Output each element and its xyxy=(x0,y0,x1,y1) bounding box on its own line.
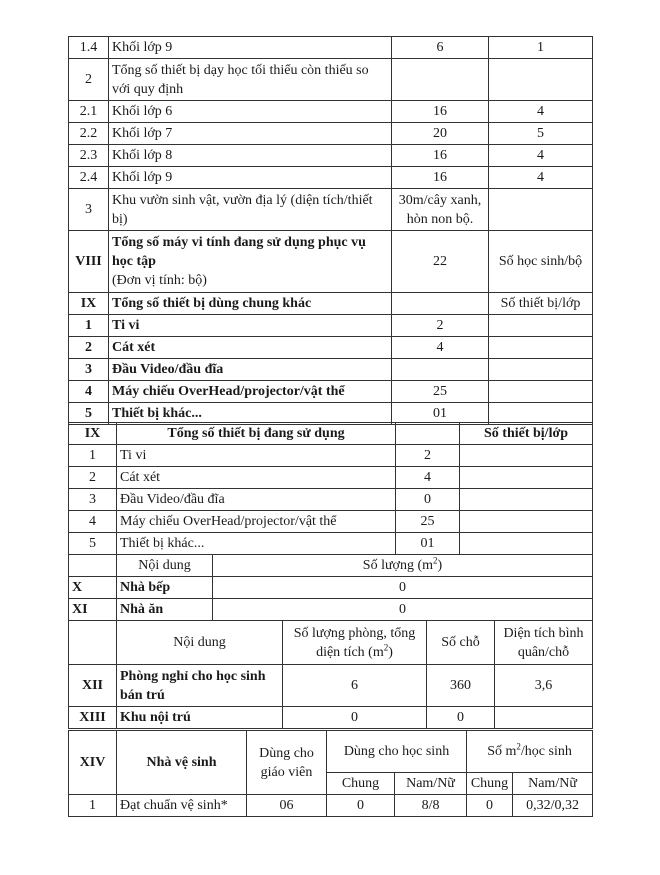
table-row xyxy=(69,533,593,555)
row-value xyxy=(392,359,489,381)
row-number: 2 xyxy=(69,337,109,359)
subheader-chung: Chung xyxy=(467,773,513,795)
table-row xyxy=(69,145,593,167)
row-value-per-class: 5 xyxy=(489,123,593,145)
column-header-content: Nội dung xyxy=(117,621,283,665)
row-label: Khối lớp 6 xyxy=(109,101,392,123)
row-label: Nhà bếp xyxy=(117,577,213,599)
table-row xyxy=(69,101,593,123)
row-value: 01 xyxy=(392,403,489,425)
row-value: 16 xyxy=(392,145,489,167)
table-row xyxy=(69,665,593,707)
row-value-rooms: 6 xyxy=(283,665,427,707)
row-label: Ti vi xyxy=(117,445,396,467)
row-value-rooms: 0 xyxy=(283,707,427,729)
table-row xyxy=(69,315,593,337)
row-value-per-class xyxy=(489,381,593,403)
row-number: 5 xyxy=(69,403,109,425)
section-ix-row xyxy=(69,293,593,315)
row-label: Cát xét xyxy=(109,337,392,359)
unit-note: (Đơn vị tính: bộ) xyxy=(112,273,207,288)
row-number: 4 xyxy=(69,381,109,403)
column-header-quantity: Số lượng $(m^2)$ xyxy=(213,555,593,577)
row-value xyxy=(392,293,489,315)
row-label: Tổng số thiết bị dạy học tối thiểu còn thiếu so với quy định xyxy=(109,59,392,101)
row-value-per-class: 1 xyxy=(489,37,593,59)
row-value: 2 xyxy=(396,445,460,467)
row-value: 22 xyxy=(392,231,489,293)
row-value: 0 xyxy=(213,577,593,599)
section-number: IX xyxy=(69,293,109,315)
row-number: X xyxy=(69,577,117,599)
row-value-per-class xyxy=(489,337,593,359)
row-number: 2 xyxy=(69,59,109,101)
row-label: Thiết bị khác... xyxy=(117,533,396,555)
section-viii-row xyxy=(69,231,593,293)
table-row xyxy=(69,167,593,189)
column-header: Số thiết bị/lớp xyxy=(489,293,593,315)
row-number: 3 xyxy=(69,189,109,231)
table-row xyxy=(69,577,593,599)
row-value-per-class xyxy=(489,189,593,231)
equipment-table xyxy=(68,36,593,425)
row-number: 3 xyxy=(69,359,109,381)
row-number: 1 xyxy=(69,315,109,337)
row-value xyxy=(392,59,489,101)
row-value-m2-nam-nu: 0,32/0,32 xyxy=(513,795,593,817)
row-number: XII xyxy=(69,665,117,707)
row-value: 16 xyxy=(392,167,489,189)
row-number: 2.4 xyxy=(69,167,109,189)
table-row xyxy=(69,511,593,533)
row-value-per-class xyxy=(489,359,593,381)
row-value-student-chung: 0 xyxy=(327,795,395,817)
dormitory-table xyxy=(68,620,593,729)
row-value-per-class xyxy=(460,445,593,467)
row-number: 5 xyxy=(69,533,117,555)
row-number: 1 xyxy=(69,795,117,817)
table-row xyxy=(69,467,593,489)
table-row xyxy=(69,337,593,359)
row-value: 25 xyxy=(396,511,460,533)
header-row xyxy=(69,731,593,773)
row-value: 01 xyxy=(396,533,460,555)
header-row xyxy=(69,621,593,665)
column-header-content: Nội dung xyxy=(117,555,213,577)
row-label: Máy chiếu OverHead/projector/vật thể xyxy=(109,381,392,403)
header-blank xyxy=(396,423,460,445)
row-value-per-class: 4 xyxy=(489,145,593,167)
table-row xyxy=(69,445,593,467)
row-label: Ti vi xyxy=(109,315,392,337)
row-number: 4 xyxy=(69,511,117,533)
column-header-seats: Số chỗ xyxy=(427,621,495,665)
row-value-per-class: 4 xyxy=(489,101,593,123)
row-value: 0 xyxy=(213,599,593,621)
row-value-per-class xyxy=(489,315,593,337)
table-row xyxy=(69,359,593,381)
section-title-cell xyxy=(109,231,392,293)
row-number: 2 xyxy=(69,467,117,489)
table-row xyxy=(69,599,593,621)
row-label: Nhà ăn xyxy=(117,599,213,621)
column-header-average: Diện tích bình quân/chỗ xyxy=(495,621,593,665)
table-row xyxy=(69,707,593,729)
row-number: 2.1 xyxy=(69,101,109,123)
row-value-per-class xyxy=(489,59,593,101)
kitchen-table xyxy=(68,554,593,621)
row-value: 25 xyxy=(392,381,489,403)
section-title: Nhà vệ sinh xyxy=(117,731,247,795)
row-label: Đầu Video/đầu đĩa xyxy=(117,489,396,511)
row-label: Cát xét xyxy=(117,467,396,489)
subheader-chung: Chung xyxy=(327,773,395,795)
row-value-seats: 360 xyxy=(427,665,495,707)
section-number: XIV xyxy=(69,731,117,795)
subheader-nam-nu: Nam/Nữ xyxy=(513,773,593,795)
table-row xyxy=(69,123,593,145)
row-value-per-class: 4 xyxy=(489,167,593,189)
row-number: 2.3 xyxy=(69,145,109,167)
table-row xyxy=(69,381,593,403)
row-value-average xyxy=(495,707,593,729)
row-label: Thiết bị khác... xyxy=(109,403,392,425)
row-value: 0 xyxy=(396,489,460,511)
row-value: 4 xyxy=(396,467,460,489)
row-value-per-class xyxy=(460,533,593,555)
row-value-per-class xyxy=(460,467,593,489)
row-value-m2-chung: 0 xyxy=(467,795,513,817)
row-number: XI xyxy=(69,599,117,621)
table-row xyxy=(69,489,593,511)
row-label: Khối lớp 7 xyxy=(109,123,392,145)
row-number: 1.4 xyxy=(69,37,109,59)
row-number: 3 xyxy=(69,489,117,511)
row-label: Phòng nghỉ cho học sinh bán trú xyxy=(117,665,283,707)
table-row xyxy=(69,795,593,817)
row-label: Khối lớp 9 xyxy=(109,37,392,59)
section-number: IX xyxy=(69,423,117,445)
header-row xyxy=(69,555,593,577)
header-blank xyxy=(69,621,117,665)
section-title: Tổng số máy vi tính đang sử dụng phục vụ học tập xyxy=(112,235,366,269)
row-number: 2.2 xyxy=(69,123,109,145)
row-value: 6 xyxy=(392,37,489,59)
row-value-per-class xyxy=(460,511,593,533)
table-row xyxy=(69,37,593,59)
row-value: 30m/cây xanh, hòn non bộ. xyxy=(392,189,489,231)
row-number: 1 xyxy=(69,445,117,467)
row-label: Khối lớp 9 xyxy=(109,167,392,189)
column-header: Số học sinh/bộ xyxy=(489,231,593,293)
column-header-teacher: Dùng cho giáo viên xyxy=(247,731,327,795)
section-number: VIII xyxy=(69,231,109,293)
row-value-per-class xyxy=(460,489,593,511)
row-label: Khu vườn sinh vật, vườn địa lý (diện tích/thiết bị) xyxy=(109,189,392,231)
row-label: Khối lớp 8 xyxy=(109,145,392,167)
column-header-m2-per-student: Số $m^2$/học sinh xyxy=(467,731,593,773)
row-number: XIII xyxy=(69,707,117,729)
row-value: 2 xyxy=(392,315,489,337)
row-value-student-nam-nu: 8/8 xyxy=(395,795,467,817)
row-value: 16 xyxy=(392,101,489,123)
row-value-teacher: 06 xyxy=(247,795,327,817)
table-row xyxy=(69,189,593,231)
subheader-nam-nu: Nam/Nữ xyxy=(395,773,467,795)
row-value: 4 xyxy=(392,337,489,359)
row-label: Khu nội trú xyxy=(117,707,283,729)
section-title: Tổng số thiết bị đang sử dụng xyxy=(117,423,396,445)
column-header-student: Dùng cho học sinh xyxy=(327,731,467,773)
row-label: Đạt chuẩn vệ sinh* xyxy=(117,795,247,817)
column-header-rooms: Số lượng phòng, tổng diện tích $(m^2)$ xyxy=(283,621,427,665)
row-label: Đầu Video/đầu đĩa xyxy=(109,359,392,381)
table-row xyxy=(69,59,593,101)
section-title: Tổng số thiết bị dùng chung khác xyxy=(109,293,392,315)
equipment-in-use-table xyxy=(68,422,593,555)
row-value-seats: 0 xyxy=(427,707,495,729)
column-header: Số thiết bị/lớp xyxy=(460,423,593,445)
toilet-table xyxy=(68,730,593,817)
header-row xyxy=(69,423,593,445)
row-label: Máy chiếu OverHead/projector/vật thể xyxy=(117,511,396,533)
row-value: 20 xyxy=(392,123,489,145)
header-blank xyxy=(69,555,117,577)
row-value-average: 3,6 xyxy=(495,665,593,707)
